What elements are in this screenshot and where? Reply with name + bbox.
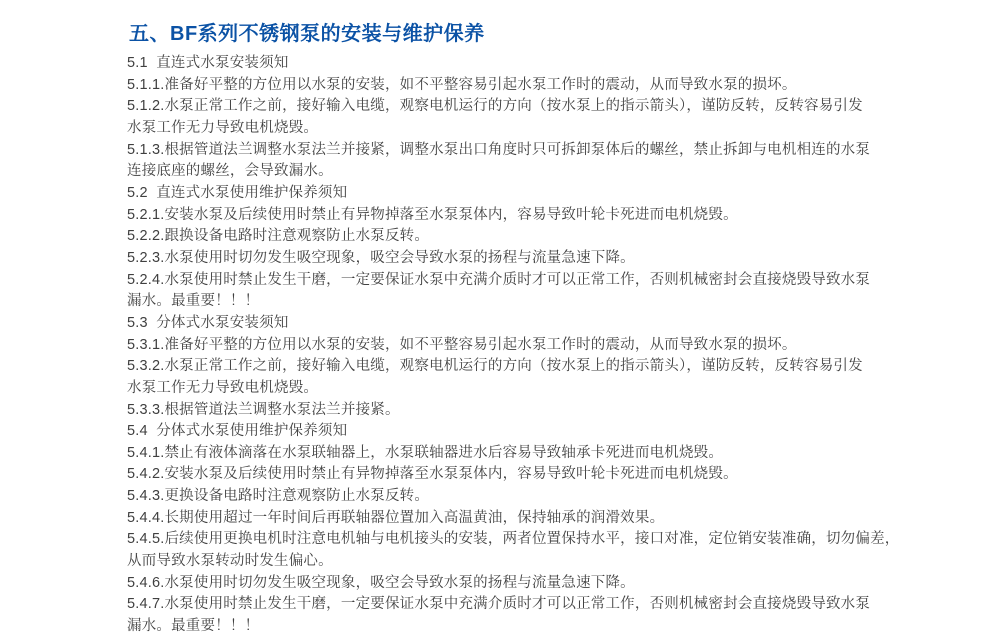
text-line: 5.1.3.根据管道法兰调整水泵法兰并接紧，调整水泵出口角度时只可拆卸泵体后的螺丝，禁止拆卸与电机相连的水泵: [127, 141, 871, 158]
document-page: [127, 17, 927, 638]
text-line: 5.2.2.跟换设备电路时注意观察防止水泵反转。: [127, 228, 430, 245]
text-line: 5.3.1.准备好平整的方位用以水泵的安装，如不平整容易引起水泵工作时的震动，从而导致水泵的损坏。: [127, 336, 797, 353]
text-line: 5.4.1.禁止有液体滴落在水泵联轴器上，水泵联轴器进水后容易导致轴承卡死进而电机烧毁。: [127, 444, 724, 461]
text-line: 5.4.7.水泵使用时禁止发生干磨，一定要保证水泵中充满介质时才可以正常工作，否则机械密封会直接烧毁导致水泵: [127, 596, 871, 613]
text-line: 5.1.2.水泵正常工作之前，接好输入电缆，观察电机运行的方向（按水泵上的指示箭头），谨防反转，反转容易引发: [127, 98, 863, 115]
text-line: 5.4.5.后续使用更换电机时注意电机轴与电机接头的安装，两者位置保持水平，接口对准，定位销安装准确，切勿偏差，: [127, 531, 900, 548]
text-line: 5.4.2.安装水泵及后续使用时禁止有异物掉落至水泵泵体内，容易导致叶轮卡死进而电机烧毁。: [127, 466, 738, 483]
text-line: 5.3.3.根据管道法兰调整水泵法兰并接紧。: [127, 401, 400, 418]
text-line: 5.2.3.水泵使用时切勿发生吸空现象，吸空会导致水泵的扬程与流量急速下降。: [127, 249, 635, 266]
text-line: 漏水。最重要！！！: [127, 293, 260, 310]
text-line: 连接底座的螺丝，会导致漏水。: [127, 163, 333, 180]
text-line: 5.4.6.水泵使用时切勿发生吸空现象，吸空会导致水泵的扬程与流量急速下降。: [127, 574, 635, 591]
text-line: 5.2.1.安装水泵及后续使用时禁止有异物掉落至水泵泵体内，容易导致叶轮卡死进而电机烧毁。: [127, 206, 738, 223]
text-line: 5.4.3.更换设备电路时注意观察防止水泵反转。: [127, 488, 430, 505]
text-line: 5.3.2.水泵正常工作之前，接好输入电缆，观察电机运行的方向（按水泵上的指示箭头），谨防反转，反转容易引发: [127, 358, 863, 375]
section-heading: 5.2 直连式水泵使用维护保养须知: [127, 184, 348, 201]
text-line: 水泵工作无力导致电机烧毁。: [127, 119, 319, 136]
section-heading: 5.3 分体式水泵安装须知: [127, 314, 289, 331]
text-line: 漏水。最重要！！！: [127, 618, 260, 635]
section-heading: 5.1 直连式水泵安装须知: [127, 55, 289, 71]
text-line: 从而导致水泵转动时发生偏心。: [127, 553, 333, 570]
text-line: 水泵工作无力导致电机烧毁。: [127, 379, 319, 396]
page-title: 五、BF系列不锈钢泵的安装与维护保养: [129, 23, 485, 45]
text-line: 5.1.1.准备好平整的方位用以水泵的安装，如不平整容易引起水泵工作时的震动，从而导致水泵的损坏。: [127, 76, 797, 93]
text-line: 5.4.4.长期使用超过一年时间后再联轴器位置加入高温黄油，保持轴承的润滑效果。: [127, 509, 665, 526]
text-line: 5.2.4.水泵使用时禁止发生干磨，一定要保证水泵中充满介质时才可以正常工作，否则机械密封会直接烧毁导致水泵: [127, 271, 871, 288]
document-body: [127, 53, 927, 638]
section-heading: 5.4 分体式水泵使用维护保养须知: [127, 423, 348, 440]
